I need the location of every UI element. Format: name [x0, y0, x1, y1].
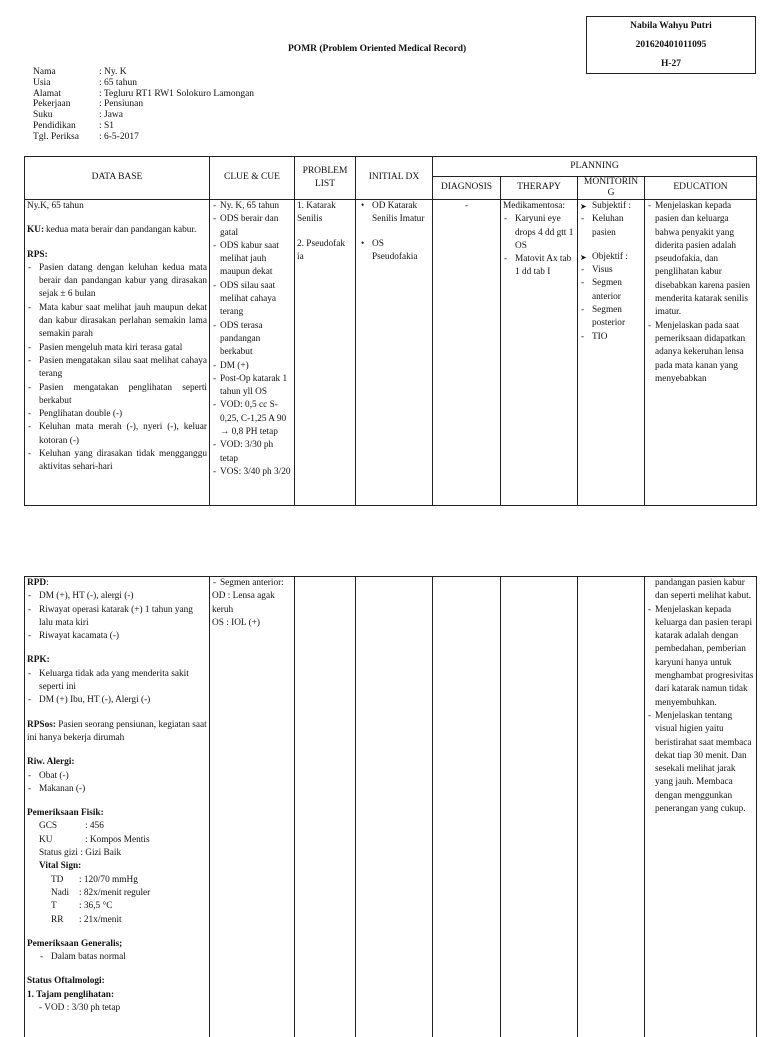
- vital-row: [27, 887, 207, 900]
- ku-block: [27, 224, 207, 237]
- rpd-list: [27, 590, 207, 643]
- patient-row: [33, 110, 254, 121]
- rpk-label: RPK:: [27, 655, 50, 666]
- generalis-label: Pemeriksaan Generalis;: [27, 938, 123, 949]
- patient-label: Pendidikan: [33, 120, 76, 131]
- patient-label: Nama: [33, 67, 56, 77]
- education-list: [647, 200, 754, 386]
- fisik-value: : Kompos Mentis: [85, 834, 150, 845]
- list-item: - Obat (-): [27, 770, 207, 783]
- patient-label: Pekerjaan: [33, 99, 71, 110]
- list-item: - VOD: 3/30 ph tetap: [212, 439, 292, 466]
- database-cell: [25, 577, 210, 1037]
- problem-item: 2. Pseudofak ia: [297, 238, 346, 262]
- patient-row: [33, 121, 254, 132]
- problem-item: 1. Katarak Senilis: [297, 201, 336, 225]
- list-item: • OD Katarak Senilis Imatur: [358, 200, 430, 227]
- therapy-cell: [501, 200, 578, 506]
- education-list: [647, 604, 754, 817]
- gizi-row: Status gizi : Gizi Baik: [39, 848, 122, 859]
- patient-value: : 65 tahun: [99, 77, 137, 88]
- list-item: - Dalam batas normal: [39, 951, 207, 964]
- patient-label: Usia: [33, 77, 51, 88]
- list-item: - Post-Op katarak 1 tahun yll OS: [212, 373, 292, 400]
- oftalmologi-label: Status Oftalmologi:: [27, 976, 105, 987]
- diagnosis-cell: [433, 577, 501, 1037]
- initial-dx-cell: [356, 200, 433, 506]
- clue-list: [212, 200, 292, 479]
- patient-row: [33, 132, 254, 143]
- list-item: - Pasien mengeluh mata kiri terasa gatal: [27, 342, 207, 355]
- list-item: - Keluhan pasien: [580, 213, 642, 240]
- header-monitoring: MONITORIN G: [578, 177, 645, 200]
- list-item: - Matovit Ax tab 1 dd tab I: [503, 253, 575, 280]
- list-item: - DM (+): [212, 360, 292, 373]
- rpk-list: [27, 668, 207, 708]
- patient-row: [33, 78, 254, 89]
- rps-list: [27, 262, 207, 475]
- list-item: - Segmen anterior: [580, 277, 642, 304]
- initial-dx-cell: [356, 577, 433, 1037]
- problem-list-cell: [295, 577, 356, 1037]
- monitoring-subjective-list: [580, 213, 642, 240]
- list-item: - Segmen posterior: [580, 304, 642, 331]
- ku-text: kedua mata berair dan pandangan kabur.: [46, 225, 197, 236]
- list-item: - Pasien mengatakan penglihatan seperti berkabut: [27, 382, 207, 409]
- student-id-box: [586, 16, 756, 74]
- patient-value: : Ny. K: [99, 67, 127, 77]
- monitoring-subjective: ➤ Subjektif :: [580, 200, 642, 213]
- rps-label: RPS:: [27, 249, 48, 260]
- list-item: - Keluhan yang dirasakan tidak mengganggu aktivitas sehari-hari: [27, 448, 207, 475]
- generalis-list: [27, 951, 207, 964]
- list-item: - Visus: [580, 264, 642, 277]
- student-code: H-27: [660, 59, 682, 69]
- clue-line: OS : IOL (+): [212, 617, 261, 628]
- patient-value: : Jawa: [99, 110, 124, 121]
- rpsos-label: RPSos:: [27, 719, 56, 730]
- alergi-label: Riw. Alergi:: [27, 757, 75, 768]
- rpd-colon: :: [46, 578, 49, 588]
- list-item: - ODS berair dan gatal: [212, 213, 292, 240]
- education-continued: pandangan pasien kabur dan seperti melihat kabut.: [655, 578, 752, 602]
- vital-row: [27, 900, 207, 913]
- monitoring-cell: [578, 200, 645, 506]
- vital-key: Nadi: [51, 887, 70, 898]
- database-cell: [25, 200, 210, 506]
- list-item: - Segmen anterior:: [212, 577, 292, 590]
- patient-row: [33, 89, 254, 100]
- document-title: POMR (Problem Oriented Medical Record): [288, 44, 467, 54]
- education-cell: [645, 200, 757, 506]
- student-nim: 201620401011095: [635, 40, 707, 50]
- patient-row: [33, 99, 254, 110]
- diagnosis-cell: [433, 200, 501, 506]
- header-clue: CLUE & CUE: [210, 157, 295, 200]
- vital-row: [27, 914, 207, 927]
- initial-dx-list: [358, 200, 430, 264]
- diagnosis-value: -: [464, 201, 469, 211]
- list-item: - Menjelaskan pada saat pemeriksaan didapatkan adanya kekeruhan lensa pada mata kanan yang menyebabkan: [647, 320, 754, 386]
- list-item: - Pasien mengatakan silau saat melihat cahaya terang: [27, 355, 207, 382]
- fisik-value: : 456: [85, 821, 104, 832]
- ku-label: KU:: [27, 225, 45, 236]
- pomr-table-page-2: [24, 576, 757, 1037]
- patient-value: : 6-5-2017: [99, 131, 139, 142]
- clue-list: [212, 577, 292, 590]
- vital-value: : 82x/menit reguler: [79, 887, 151, 898]
- fisik-row: [27, 834, 207, 847]
- patient-row: [33, 67, 254, 78]
- rpd-label: RPD: [27, 578, 47, 588]
- patient-label: Suku: [33, 110, 53, 121]
- header-planning: PLANNING: [433, 157, 757, 177]
- patient-value: : S1: [99, 120, 115, 131]
- patient-value: : Pensiunan: [99, 99, 144, 110]
- list-item: - DM (+) Ibu, HT (-), Alergi (-): [27, 694, 207, 707]
- list-item: - Mata kabur saat melihat jauh maupun dekat dan kabur dirasakan perlahan semakin lama semakin parah: [27, 302, 207, 342]
- rpd-block: [27, 577, 207, 590]
- clue-line: OD : Lensa agak keruh: [212, 591, 275, 615]
- student-name: Nabila Wahyu Putri: [630, 21, 712, 31]
- list-item: - ODS terasa pandangan berkabut: [212, 320, 292, 360]
- header-diagnosis: DIAGNOSIS: [433, 177, 501, 200]
- list-item: - Keluhan mata merah (-), nyeri (-), keluar kotoran (-): [27, 421, 207, 448]
- patient-value: : Tegluru RT1 RW1 Solokuro Lamongan: [99, 88, 255, 99]
- fisik-row: [27, 820, 207, 833]
- header-database: DATA BASE: [25, 157, 210, 200]
- therapy-list: [503, 213, 575, 279]
- patient-label: Tgl. Periksa: [33, 131, 79, 142]
- list-item: - DM (+), HT (-), alergi (-): [27, 590, 207, 603]
- list-item: - ODS silau saat melihat cahaya terang: [212, 280, 292, 320]
- list-item: - Ny. K, 65 tahun: [212, 200, 292, 213]
- rpsos-text: Pasien seorang pensiunan, kegiatan saat ini hanya bekerja dirumah: [27, 719, 207, 743]
- list-item: - Riwayat kacamata (-): [27, 630, 207, 643]
- patient-summary: Ny.K, 65 tahun: [27, 201, 84, 211]
- patient-label: Alamat: [33, 88, 61, 99]
- vital-value: : 21x/menit: [79, 914, 122, 925]
- header-therapy: THERAPY: [501, 177, 578, 200]
- fisik-key: GCS: [39, 821, 58, 832]
- vital-value: : 120/70 mmHg: [79, 874, 138, 885]
- list-item: - ODS kabur saat melihat jauh maupun dekat: [212, 240, 292, 280]
- clue-cell: [210, 577, 295, 1037]
- therapy-cell: [501, 577, 578, 1037]
- monitoring-objective-list: [580, 264, 642, 344]
- list-item: - Karyuni eye drops 4 dd gtt 1 OS: [503, 213, 575, 253]
- list-item: - Menjelaskan kepada pasien dan keluarga bahwa penyakit yang diderita pasien adalah pseudofakia, dan penglihatan kabur disebabkan karena pasien menderita katarak senilis imatur.: [647, 200, 754, 320]
- list-item: - Menjelaskan tentang visual higien yaitu beristirahat saat membaca dekat tiap 30 menit. Dan sesekali melihat jarak yang jauh. Membaca dengan menggunkan penerangan yang cukup.: [647, 710, 754, 816]
- list-item: - Menjelaskan kepada keluarga dan pasien terapi katarak adalah dengan pembedahan, pemberian karyuni hanya untuk menghambat progresivitas dari katarak namun tidak menyembuhkan.: [647, 604, 754, 710]
- pomr-table-page-1: [24, 156, 757, 506]
- list-item: - Keluarga tidak ada yang menderita sakit seperti ini: [27, 668, 207, 695]
- list-item: - Makanan (-): [27, 783, 207, 796]
- vital-row: [27, 874, 207, 887]
- list-item: - VOS: 3/40 ph 3/20: [212, 466, 292, 479]
- header-problem-list: PROBLEM LIST: [295, 157, 356, 200]
- header-initial-dx: INITIAL DX: [356, 157, 433, 200]
- problem-list-cell: [295, 200, 356, 506]
- vital-label: Vital Sign:: [39, 861, 82, 872]
- fisik-label: Pemeriksaan Fisik:: [27, 808, 104, 819]
- monitoring-objective: ➤ Objektif :: [580, 251, 642, 264]
- vital-key: TD: [51, 874, 64, 885]
- list-item: - Pasien datang dengan keluhan kedua mata berair dan pandangan kabur yang dirasakan sejak ± 6 bulan: [27, 262, 207, 302]
- header-education: EDUCATION: [645, 177, 757, 200]
- list-item: - TIO: [580, 331, 642, 344]
- vital-key: T: [51, 901, 57, 912]
- tajam-value: - VOD : 3/30 ph tetap: [39, 1003, 121, 1014]
- vital-key: RR: [51, 914, 64, 925]
- tajam-label: 1. Tajam penglihatan:: [27, 989, 115, 1000]
- list-item: - Penglihatan double (-): [27, 408, 207, 421]
- list-item: - VOD: 0,5 cc S-0,25, C-1,25 A 90 → 0,8 PH tetap: [212, 399, 292, 439]
- therapy-head: Medikamentosa:: [503, 201, 565, 211]
- alergi-list: [27, 770, 207, 797]
- patient-info: [33, 67, 254, 143]
- vital-value: : 36,5 °C: [79, 901, 113, 912]
- education-cell: [645, 577, 757, 1037]
- monitoring-cell: [578, 577, 645, 1037]
- fisik-key: KU: [39, 834, 53, 845]
- list-item: - Riwayat operasi katarak (+) 1 tahun yang lalu mata kiri: [27, 604, 207, 631]
- rpsos-block: [27, 719, 207, 746]
- clue-cell: [210, 200, 295, 506]
- list-item: • OS Pseudofakia: [358, 238, 430, 265]
